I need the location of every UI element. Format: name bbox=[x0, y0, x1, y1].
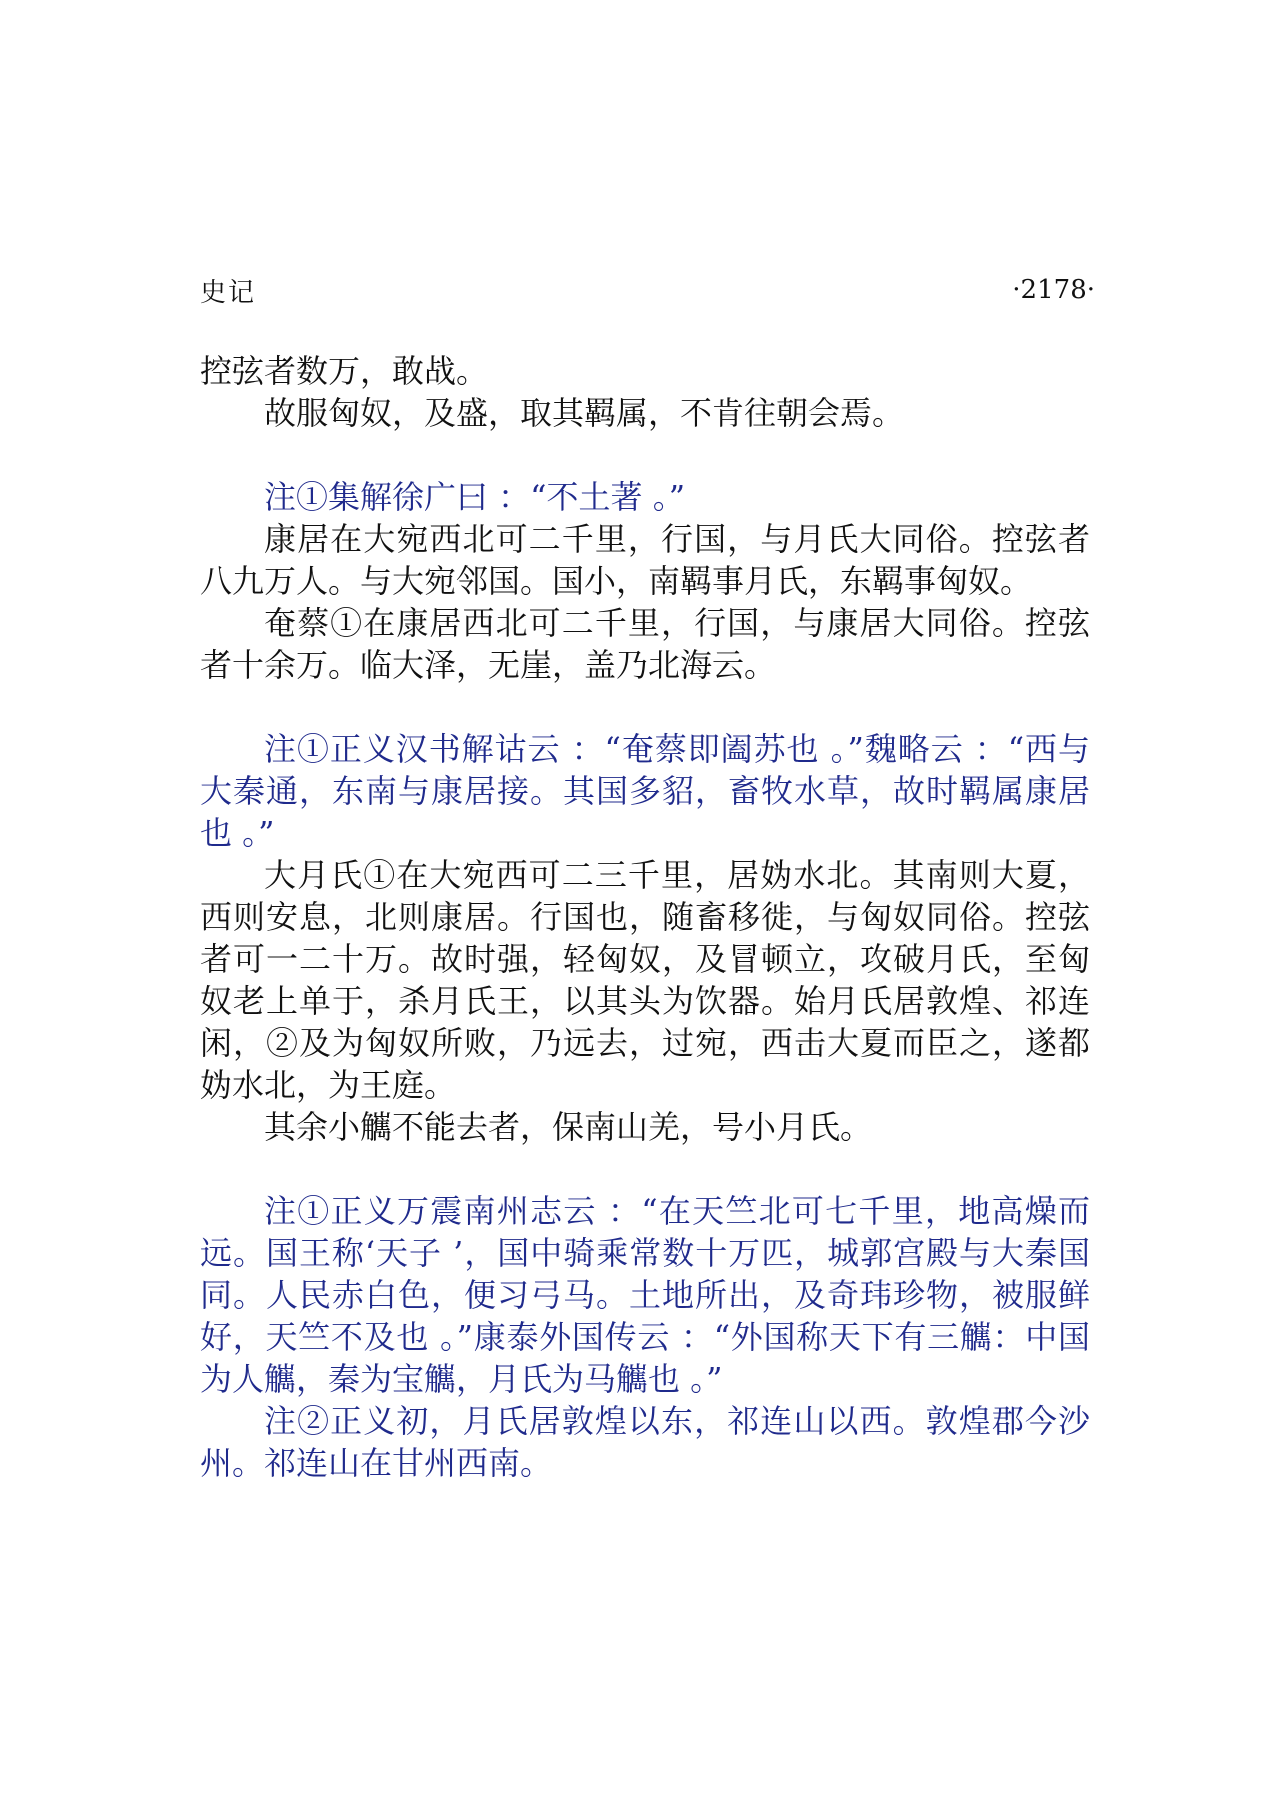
annotation-note: 注①集解徐广曰 ：“不土著 。” bbox=[264, 478, 686, 516]
page-header bbox=[200, 270, 1095, 310]
page-body bbox=[200, 350, 1090, 1484]
paragraph-gap bbox=[200, 1148, 1090, 1190]
body-paragraph: 故服匈奴，及盛，取其羁属，不肯往朝会焉。 bbox=[264, 394, 905, 432]
annotation-note: 注②正义初，月氏居敦煌以东，祁连山以西。敦煌郡今沙州。祁连山在甘州西南。 bbox=[200, 1402, 1090, 1482]
book-title: 史记 bbox=[200, 277, 257, 308]
page-number: ·2178· bbox=[1012, 275, 1095, 305]
paragraph-gap bbox=[200, 434, 1090, 476]
paragraph-gap bbox=[200, 686, 1090, 728]
body-paragraph: 康居在大宛西北可二千里，行国，与月氏大同俗。控弦者八九万人。与大宛邻国。国小，南羁事月氏，东羁事匈奴。 bbox=[200, 520, 1090, 600]
annotation-note: 注①正义万震南州志云 ：“在天竺北可七千里，地高燥而远。国王称‘天子 ’，国中骑乘常数十万匹，城郭宫殿与大秦国同。人民赤白色，便习弓马。土地所出，及奇玮珍物，被服鲜好，天竺不及也 。”康泰外国传云 ：“外国称天下有三觽：中国为人觽，秦为宝觽，月氏为马觽也 。” bbox=[200, 1192, 1090, 1398]
body-paragraph: 控弦者数万，敢战。 bbox=[200, 352, 489, 390]
annotation-note: 注①正义汉书解诂云 ：“奄蔡即阖苏也 。”魏略云 ：“西与大秦通，东南与康居接。其国多貂，畜牧水草，故时羁属康居也 。” bbox=[200, 730, 1090, 852]
body-paragraph: 其余小觽不能去者，保南山羌，号小月氏。 bbox=[264, 1108, 873, 1146]
body-paragraph: 大月氏①在大宛西可二三千里，居妫水北。其南则大夏，西则安息，北则康居。行国也，随畜移徙，与匈奴同俗。控弦者可一二十万。故时强，轻匈奴，及冒顿立，攻破月氏，至匈奴老上单于，杀月氏王，以其头为饮器。始月氏居敦煌、祁连闲，②及为匈奴所败，乃远去，过宛，西击大夏而臣之，遂都妫水北，为王庭。 bbox=[200, 856, 1090, 1104]
body-paragraph: 奄蔡①在康居西北可二千里，行国，与康居大同俗。控弦者十余万。临大泽，无崖，盖乃北海云。 bbox=[200, 604, 1090, 684]
